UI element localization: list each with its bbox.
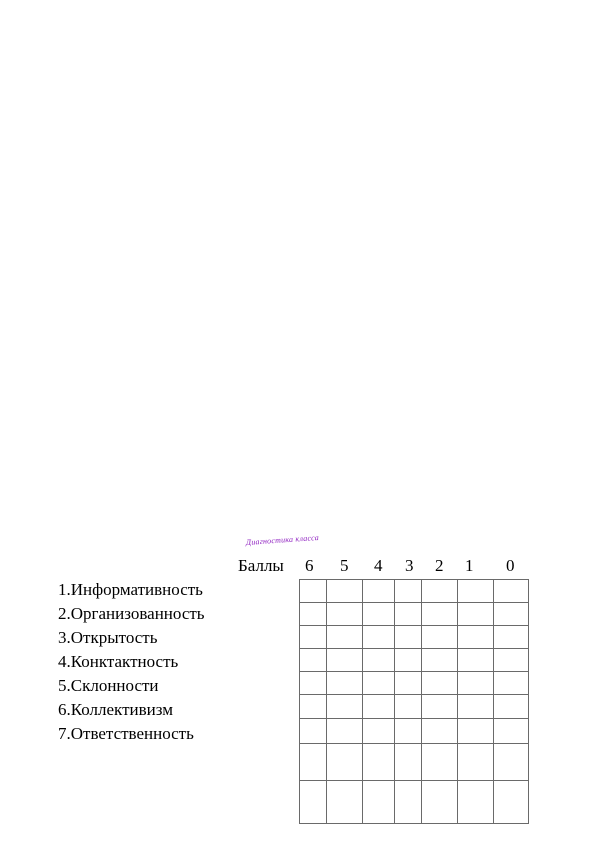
grid-row [300, 744, 529, 781]
grid-cell [458, 719, 494, 744]
grid-cell [363, 695, 395, 719]
grid-cell [363, 626, 395, 649]
grid-cell [395, 603, 422, 626]
grid-cell [300, 781, 327, 824]
grid-cell [363, 744, 395, 781]
diagnostics-wordart-title: Диагностика класса [245, 532, 320, 547]
grid-cell [494, 719, 529, 744]
grid-cell [300, 580, 327, 603]
grid-cell [395, 649, 422, 672]
grid-cell [422, 580, 458, 603]
grid-cell [363, 719, 395, 744]
grid-cell [363, 781, 395, 824]
criterion-item: 2.Организованность [58, 604, 205, 623]
score-grid [299, 579, 529, 824]
grid-cell [327, 626, 363, 649]
grid-cell [422, 781, 458, 824]
grid-cell [363, 580, 395, 603]
grid-cell [327, 744, 363, 781]
grid-cell [494, 744, 529, 781]
grid-cell [494, 695, 529, 719]
grid-row [300, 603, 529, 626]
score-header-6: 6 [305, 556, 314, 575]
score-header-0: 0 [506, 556, 515, 575]
grid-cell [395, 744, 422, 781]
grid-cell [395, 580, 422, 603]
grid-cell [327, 781, 363, 824]
grid-cell [458, 649, 494, 672]
grid-cell [300, 744, 327, 781]
score-header-1: 1 [465, 556, 474, 575]
grid-cell [363, 672, 395, 695]
grid-row [300, 626, 529, 649]
grid-cell [494, 781, 529, 824]
score-header-5: 5 [340, 556, 349, 575]
points-label: Баллы [238, 556, 284, 575]
grid-cell [422, 744, 458, 781]
grid-cell [300, 649, 327, 672]
criterion-item: 7.Ответственность [58, 724, 194, 743]
grid-row [300, 781, 529, 824]
grid-cell [458, 626, 494, 649]
grid-cell [422, 719, 458, 744]
grid-cell [395, 695, 422, 719]
grid-cell [494, 580, 529, 603]
grid-cell [458, 603, 494, 626]
grid-cell [300, 719, 327, 744]
grid-cell [395, 719, 422, 744]
grid-cell [300, 603, 327, 626]
grid-cell [458, 781, 494, 824]
grid-cell [422, 649, 458, 672]
score-header-4: 4 [374, 556, 383, 575]
grid-cell [363, 649, 395, 672]
grid-cell [458, 580, 494, 603]
grid-cell [422, 672, 458, 695]
grid-cell [458, 695, 494, 719]
grid-cell [300, 626, 327, 649]
score-header-2: 2 [435, 556, 444, 575]
grid-cell [395, 626, 422, 649]
grid-row [300, 649, 529, 672]
grid-cell [300, 695, 327, 719]
grid-cell [494, 649, 529, 672]
grid-row [300, 672, 529, 695]
grid-cell [494, 672, 529, 695]
grid-cell [422, 626, 458, 649]
grid-cell [494, 626, 529, 649]
grid-cell [327, 580, 363, 603]
grid-cell [458, 672, 494, 695]
grid-row [300, 695, 529, 719]
grid-cell [458, 744, 494, 781]
grid-cell [327, 719, 363, 744]
grid-cell [327, 603, 363, 626]
grid-cell [363, 603, 395, 626]
criteria-list [58, 579, 205, 747]
grid-row [300, 580, 529, 603]
grid-cell [300, 672, 327, 695]
grid-cell [395, 672, 422, 695]
grid-cell [327, 649, 363, 672]
grid-cell [422, 603, 458, 626]
criterion-item: 3.Открытость [58, 628, 158, 647]
grid-cell [327, 695, 363, 719]
criterion-item: 4.Конктактность [58, 652, 179, 671]
grid-row [300, 719, 529, 744]
grid-cell [395, 781, 422, 824]
grid-cell [494, 603, 529, 626]
grid-cell [422, 695, 458, 719]
criterion-item: 6.Коллективизм [58, 700, 173, 719]
criterion-item: 1.Информативность [58, 580, 203, 599]
grid-cell [327, 672, 363, 695]
criterion-item: 5.Склонности [58, 676, 159, 695]
score-header-3: 3 [405, 556, 414, 575]
